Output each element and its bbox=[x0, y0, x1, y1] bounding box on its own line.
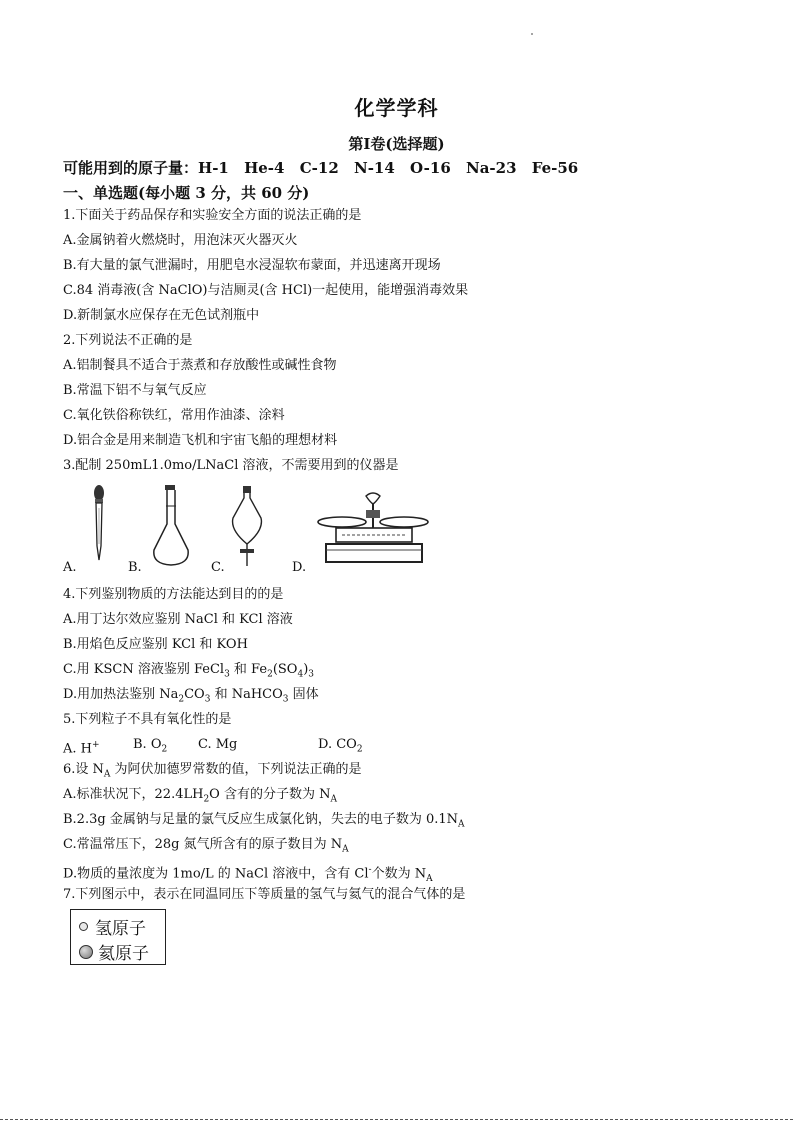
q5-stem: 5.下列粒子不具有氧化性的是 bbox=[63, 712, 232, 727]
atomic-mass-fe: Fe-56 bbox=[531, 159, 579, 177]
q1-option-d: D.新制氯水应保存在无色试剂瓶中 bbox=[63, 308, 260, 323]
q2-option-d: D.铝合金是用来制造飞机和宇宙飞船的理想材料 bbox=[63, 433, 338, 448]
q6-option-a: A.标准状况下，$22.4LH_2O$ 含有的分子数为 $N_A$ bbox=[63, 787, 337, 805]
q6-option-c: C.常温常压下，28g 氮气所含有的原子数目为 $N_A$ bbox=[63, 837, 349, 855]
atomic-mass-h: H-1 bbox=[198, 159, 229, 177]
q4-option-b: B.用焰色反应鉴别 KCl 和 KOH bbox=[63, 637, 248, 652]
atomic-mass-n: N-14 bbox=[354, 159, 395, 177]
q3-option-c-label: C. bbox=[211, 560, 225, 575]
q1-stem: 1.下面关于药品保存和实验安全方面的说法正确的是 bbox=[63, 208, 362, 223]
q3-option-b-label: B. bbox=[128, 560, 142, 575]
q6-option-d: D.物质的量浓度为 1mo/L 的 NaCl 溶液中，含有 Cl-个数为 $N_A$ bbox=[63, 865, 433, 884]
atomic-mass-line bbox=[63, 157, 588, 178]
volumetric-flask-icon bbox=[150, 484, 192, 568]
legend-hydrogen: 氢原子 bbox=[79, 914, 146, 939]
balance-icon bbox=[316, 488, 430, 568]
atomic-mass-he: He-4 bbox=[244, 159, 285, 177]
q3-stem: 3.配制 250mL1.0mo/LNaCl 溶液，不需要用到的仪器是 bbox=[63, 458, 399, 473]
q5-option-c: C. Mg bbox=[198, 737, 238, 752]
atomic-mass-label: 可能用到的原子量： bbox=[63, 159, 199, 177]
q4-option-a: A.用丁达尔效应鉴别 NaCl 和 KCl 溶液 bbox=[63, 612, 293, 627]
section-subtitle: 第Ⅰ卷(选择题) bbox=[348, 135, 445, 153]
atomic-mass-na: Na-23 bbox=[466, 159, 517, 177]
legend-helium: 氦原子 bbox=[79, 939, 149, 964]
q1-option-c: C.84 消毒液(含 NaClO)与洁厕灵(含 HCl)一起使用，能增强消毒效果 bbox=[63, 283, 469, 298]
q6-option-b: B.2.3g 金属钠与足量的氯气反应生成氯化钠，失去的电子数为 $0.1N_A$ bbox=[63, 812, 465, 830]
scan-dot bbox=[531, 33, 533, 35]
atomic-mass-o: O-16 bbox=[410, 159, 451, 177]
q4-option-c: C.用 KSCN 溶液鉴别 FeCl$_3$ 和 $Fe_2(SO_4)_3$ bbox=[63, 662, 314, 680]
hydrogen-atom-icon bbox=[79, 922, 88, 931]
q5-option-a: A. H+ bbox=[63, 740, 100, 757]
q2-stem: 2.下列说法不正确的是 bbox=[63, 333, 193, 348]
q5-option-b: B. $O_2$ bbox=[133, 737, 168, 755]
q5-option-d: D. $CO_2$ bbox=[318, 737, 363, 755]
q6-stem: 6.设 $N_A$ 为阿伏加德罗常数的值，下列说法正确的是 bbox=[63, 762, 362, 780]
separatory-funnel-icon bbox=[227, 486, 269, 568]
q2-option-a: A.铝制餐具不适合于蒸煮和存放酸性或碱性食物 bbox=[63, 358, 337, 373]
page-bottom-divider bbox=[0, 1119, 793, 1120]
q3-option-a-label: A. bbox=[63, 560, 77, 575]
q1-option-b: B.有大量的氯气泄漏时，用肥皂水浸湿软布蒙面，并迅速离开现场 bbox=[63, 258, 441, 273]
dropper-icon bbox=[88, 484, 110, 562]
atom-legend bbox=[70, 909, 166, 965]
q3-option-d-label: D. bbox=[292, 560, 307, 575]
q4-stem: 4.下列鉴别物质的方法能达到目的的是 bbox=[63, 587, 284, 602]
q2-option-c: C.氧化铁俗称铁红，常用作油漆、涂料 bbox=[63, 408, 285, 423]
q1-option-a: A.金属钠着火燃烧时，用泡沫灭火器灭火 bbox=[63, 233, 298, 248]
section-heading: 一、单选题(每小题 3 分，共 60 分) bbox=[63, 184, 310, 202]
q4-option-d: D.用加热法鉴别 $Na_2CO_3$ 和 NaHCO$_3$ 固体 bbox=[63, 687, 319, 705]
atomic-mass-c: C-12 bbox=[299, 159, 339, 177]
q2-option-b: B.常温下铝不与氧气反应 bbox=[63, 383, 207, 398]
page-title: 化学学科 bbox=[354, 96, 439, 120]
helium-atom-icon bbox=[79, 945, 93, 959]
q7-stem: 7.下列图示中，表示在同温同压下等质量的氢气与氦气的混合气体的是 bbox=[63, 887, 466, 902]
